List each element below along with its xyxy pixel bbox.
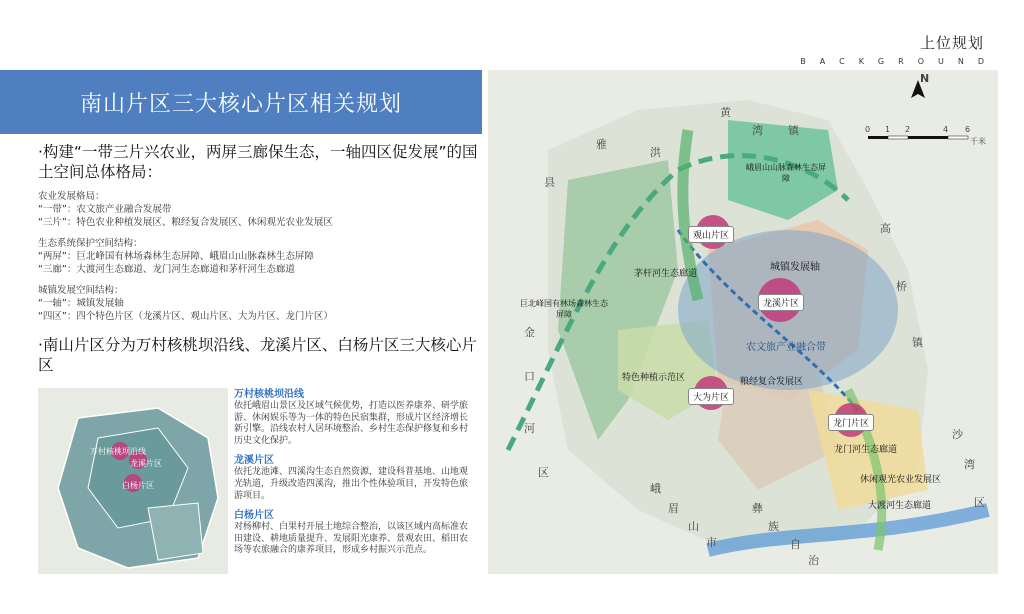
zone-grain-economic: 粮经复合发展区: [740, 377, 804, 387]
map-edge-label: 雅: [596, 138, 607, 151]
map-edge-label: 自: [790, 538, 801, 551]
river-label-dadu: 大渡河生态廊道: [868, 501, 932, 511]
zone-leisure-agri: 休闲观光农业发展区: [860, 475, 942, 485]
group-line: “三片”：特色农业种植发展区、粮经复合发展区、休闲观光农业发展区: [38, 217, 333, 228]
map-edge-label: 县: [544, 176, 555, 189]
map-edge-label: 桥: [896, 280, 907, 293]
map-edge-label: 洪: [650, 146, 661, 159]
group-line: “四区”：四个特色片区（龙溪片区、观山片区、大为片区、龙门片区）: [38, 311, 333, 322]
map-edge-label: 河: [524, 422, 535, 435]
group-title: 农业发展格局：: [38, 191, 105, 202]
planning-map: [488, 70, 998, 574]
map-edge-label: 金: [524, 326, 535, 339]
scale-tick: 1: [885, 125, 891, 134]
map-edge-label: 治: [808, 554, 819, 567]
core-area-minimap: [38, 388, 228, 574]
desc-body-baiyang: 对杨柳村、白果村开展土地综合整治，以该区域内高标准农田建设、耕地质量提升、发展阳光康养、景观农田、稻田农场等农旅融合的康养项目，形成乡村振兴示范点。: [234, 522, 469, 556]
group-title: 城镇发展空间结构：: [38, 285, 124, 296]
map-edge-label: 镇: [912, 336, 923, 349]
map-edge-label: 族: [768, 520, 779, 533]
map-edge-label: 口: [524, 370, 535, 383]
minimap-label-baiyang: 白杨片区: [122, 481, 154, 490]
map-edge-label: 区: [974, 496, 985, 509]
river-label-maogan: 茅杆河生态廊道: [634, 269, 698, 279]
pill-dawei: 大为片区: [688, 388, 734, 405]
scale-tick: 6: [965, 125, 971, 134]
map-edge-label: 峨: [650, 482, 661, 495]
map-edge-label: 山: [688, 520, 699, 533]
group-line: “三廊”：大渡河生态廊道、龙门河生态廊道和茅杆河生态廊道: [38, 264, 295, 275]
map-edge-label: 湾: [964, 458, 975, 471]
banner-title: 南山片区三大核心片区相关规划: [79, 91, 402, 117]
title-banner: [0, 70, 482, 134]
group-line: “两屏”：巨北峰国有林场森林生态屏障、峨眉山山脉森林生态屏障: [38, 251, 314, 262]
scale-tick: 4: [943, 125, 949, 134]
north-arrow-icon: N: [920, 72, 930, 85]
desc-title-longxi: 龙溪片区: [234, 455, 274, 467]
map-edge-label: 高: [880, 222, 891, 235]
scale-tick: 0: [865, 125, 871, 134]
group-agriculture: [38, 190, 478, 229]
group-urban: [38, 284, 478, 323]
map-edge-label: 沙: [952, 428, 963, 441]
river-label-longmen: 龙门河生态廊道: [834, 445, 898, 455]
belt-label: 农文旅产业融合带: [746, 342, 826, 353]
minimap-label-wancun: 万村核桃坝沿线: [90, 447, 146, 456]
group-ecology: [38, 237, 478, 276]
section1-heading: ·构建“一带三片兴农业，两屏三廊保生态，一轴四区促发展”的国土空间总体格局：: [38, 143, 478, 181]
pill-longxi: 龙溪片区: [758, 294, 804, 311]
map-edge-label: 彝: [752, 502, 763, 515]
map-edge-label: 黄: [720, 106, 731, 119]
map-edge-label: 镇: [788, 124, 799, 137]
pill-longmen: 龙门片区: [828, 414, 874, 431]
zone-jubeifeng-barrier: 巨北峰国有林场森林生态屏障: [520, 299, 608, 319]
map-edge-label: 湾: [752, 124, 763, 137]
group-line: “一轴”：城镇发展轴: [38, 298, 124, 309]
group-line: “一带”：农文旅产业融合发展带: [38, 204, 172, 215]
minimap-label-longxi: 龙溪片区: [130, 459, 162, 468]
scale-tick: 2: [905, 125, 911, 134]
core-area-descriptions: [234, 388, 474, 564]
desc-title-baiyang: 白杨片区: [234, 510, 274, 522]
zone-specialty-crop: 特色种植示范区: [622, 373, 686, 383]
map-edge-label: 市: [706, 536, 717, 549]
map-edge-label: 区: [538, 466, 549, 479]
section2-heading: ·南山片区分为万村核桃坝沿线、龙溪片区、白杨片区三大核心片区: [38, 336, 477, 374]
planning-text: [38, 142, 478, 375]
header: [800, 32, 998, 66]
page-section-subtitle: BACKGROUND: [800, 57, 998, 66]
zone-emei-barrier: 峨眉山山脉森林生态屏障: [746, 163, 826, 183]
desc-title-wancun: 万村核桃坝沿线: [234, 389, 304, 400]
group-title: 生态系统保护空间结构：: [38, 238, 143, 249]
desc-body-wancun: 依托峨眉山景区及区域气候优势，打造以医养康养、研学旅游、休闲娱乐等为一体的特色民宿集群，形成片区经济增长新引擎。沿线农村人居环境整治、乡村生态保护修复和乡村历史文化保护。: [234, 401, 469, 446]
axis-label: 城镇发展轴: [770, 262, 820, 273]
page-section-title: 上位规划: [919, 34, 984, 52]
scale-unit: 千米: [970, 137, 986, 146]
map-edge-label: 眉: [668, 502, 679, 515]
desc-body-longxi: 依托龙池滩、四溪沟生态自然资源，建设科普基地、山地观光轨道，升级改造四溪沟，推出个性体验项目，开发特色旅游项目。: [234, 467, 469, 501]
pill-guanshan: 观山片区: [688, 226, 734, 243]
